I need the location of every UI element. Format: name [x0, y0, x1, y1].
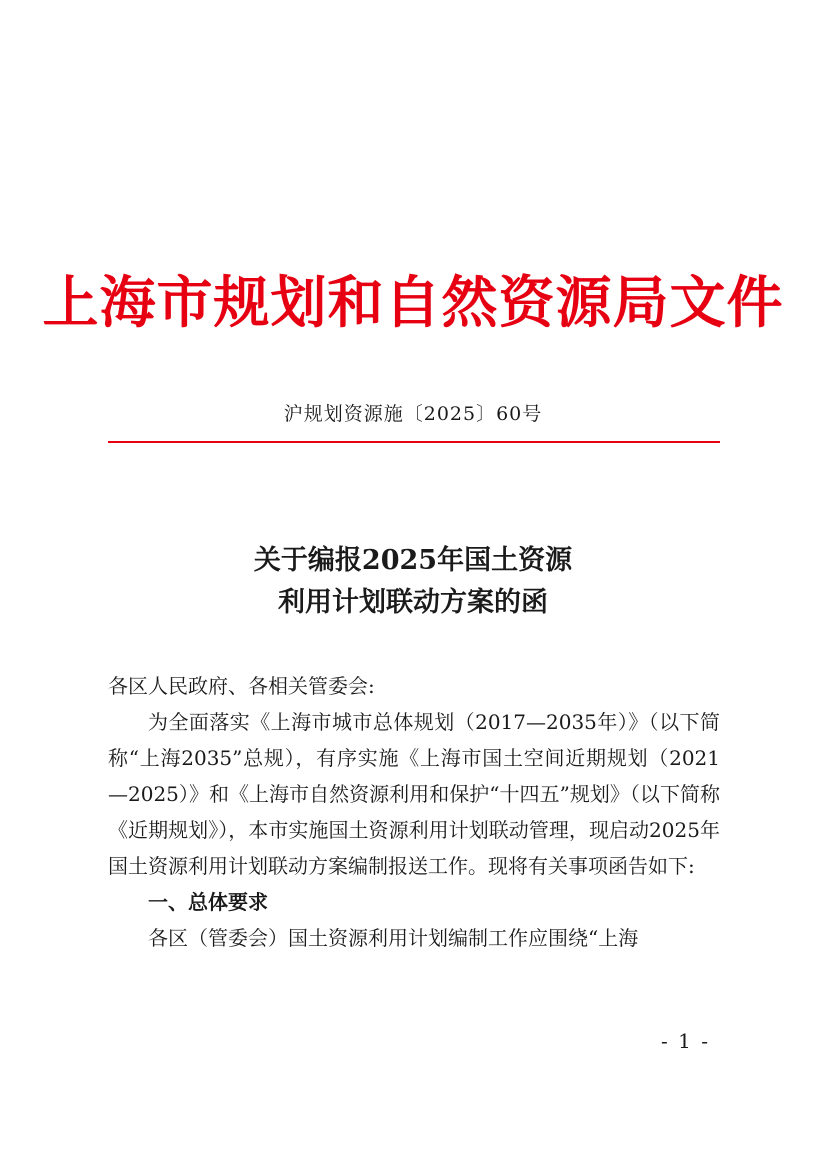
salutation: 各区人民政府、各相关管委会: — [108, 674, 375, 698]
document-number: 沪规划资源施〔2025〕60号 — [283, 403, 543, 425]
paragraph-general-requirements: 各区（管委会）国土资源利用计划编制工作应围绕“上海 — [148, 926, 639, 950]
document-title-line-1: 关于编报2025年国土资源 — [253, 545, 573, 576]
paragraph-intro: 为全面落实《上海市城市总体规划（2017—2035年）》（以下简称“上海2035”总规），有序实施《上海市国土空间近期规划（2021—2025）》和《上海市自然资源利用和保护“十四五”规划》（以下简称《近期规划》），本市实施国土资源利用计划联动管理，现启动2025年国土资源利用计划联动方案编制报送工作。现将有关事项函告如下: — [108, 710, 720, 878]
document-body — [108, 668, 720, 956]
red-separator-line — [108, 441, 720, 443]
document-title-line-2: 利用计划联动方案的函 — [278, 587, 548, 618]
organization-title: 上海市规划和自然资源局文件 — [42, 270, 784, 336]
document-title — [0, 540, 826, 624]
section-heading-general-requirements: 一、总体要求 — [148, 890, 268, 914]
page-number: - 1 - — [661, 1029, 710, 1053]
